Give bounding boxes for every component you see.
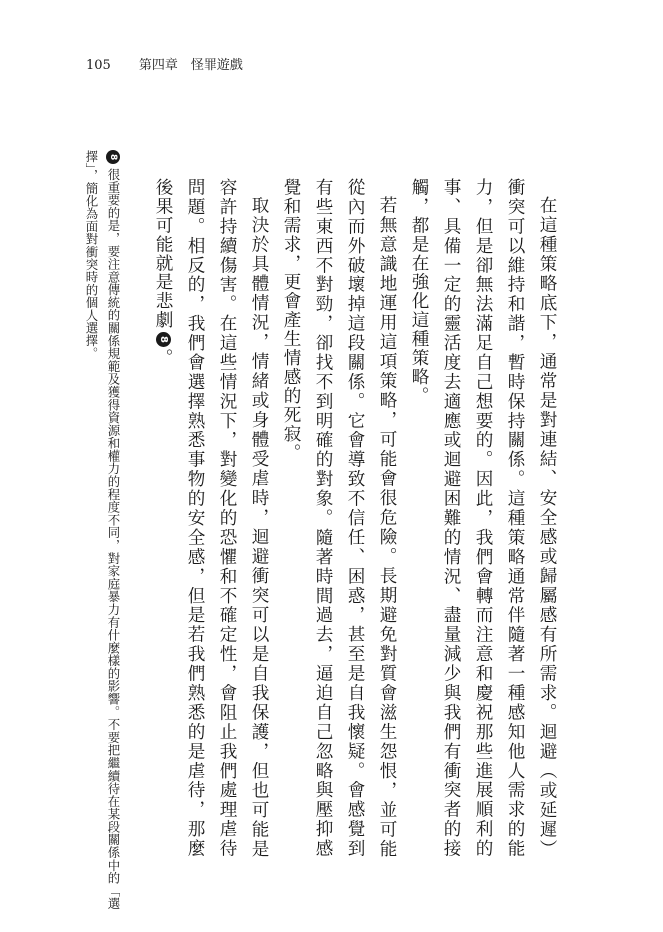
- footnote: [80, 150, 124, 910]
- paragraph-3: [147, 178, 275, 858]
- footnote-text: 很重要的是，要注意傳統的關係規範及獲得資源和權力的程度不同，對家庭暴力有什麼樣的影響。不要把繼續待在某段關係中的「選擇」，簡化為面對衝突時的個人選擇。: [84, 150, 121, 910]
- body-text: [147, 178, 563, 858]
- page-number: 105: [86, 58, 111, 73]
- paragraph-1: 在這種策略底下，通常是對連結、安全感或歸屬感有所需求。迴避（或延遲）衝突可以維持和諧，暫時保持關係。這種策略通常伴隨著一種感知他人需求的能力，但是卻無法滿足自己想要的。因此，我們會轉而注意和慶祝那些進展順利的事、具備一定的靈活度去適應或迴避困難的情況、盡量減少與我們有衝突者的接觸，都是在強化這種策略。: [409, 178, 557, 858]
- paragraph-2: 若無意識地運用這項策略，可能會很危險。長期避免對質會滋生怨恨，並可能從內而外破壞掉這段關係。它會導致不信任、困惑，甚至是自我懷疑。會感覺到有些東西不對勁，卻找不到明確的對象。隨著時間過去，逼迫自己忽略與壓抑感覺和需求，更會產生情感的死寂。: [281, 178, 397, 858]
- page-header: [86, 54, 243, 74]
- paragraph-3-text: 取決於具體情況，情緒或身體受虐時，迴避衝突可以是自我保護，但也可能是容許持續傷害。在這些情況下，對變化的恐懼和不確定性，會阻止我們處理虐待問題。相反的，我們會選擇熟悉事物的安全感，但是若我們熟悉的是虐待，那麼後果可能就是悲劇: [153, 178, 269, 858]
- chapter-title: 第四章 怪罪遊戲: [138, 58, 243, 73]
- footnote-reference-marker[interactable]: 8: [156, 332, 171, 347]
- footnote-marker: 8: [106, 150, 120, 164]
- paragraph-3-period: 。: [153, 348, 173, 368]
